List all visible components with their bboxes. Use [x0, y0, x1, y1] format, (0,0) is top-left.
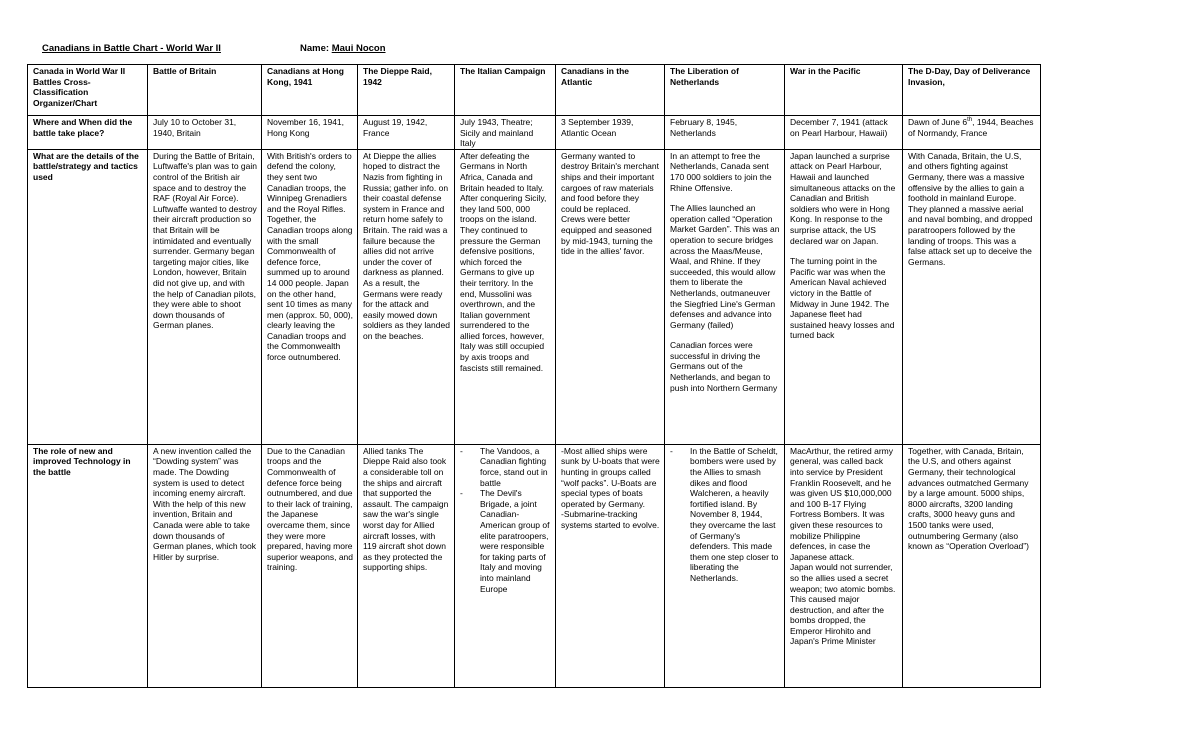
header-netherlands: The Liberation of Netherlands	[665, 65, 785, 116]
header-atlantic: Canadians in the Atlantic	[556, 65, 665, 116]
tech-italian	[455, 444, 556, 687]
when-d-day-sup: th	[967, 117, 973, 124]
header-row	[28, 65, 1041, 116]
when-row	[28, 116, 1041, 150]
details-pacific	[785, 149, 903, 444]
tech-d-day: Together, with Canada, Britain, the U.S, and others against Germany, their technological advances outmatched Germany by a large amount. 5000 ships, 8000 aircrafts, 3200 landing crafts, 3000 heavy guns and 1500 tanks were used, outnumbering Germany (also known as “Operation Overload”)	[903, 444, 1041, 687]
list-item: - In the Battle of Scheldt, bombers were used by the Allies to smash dikes and flood Walcheren, a heavily fortified island. By November 8, 1944, they overcame the last of Germany's defenders. This made them one step closer to liberating the Netherlands.	[670, 446, 780, 584]
details-d-day: With Canada, Britain, the U.S, and others fighting against Germany, there was a massive offensive by the allies to gain a foothold in mainland Europe. They planned a massive aerial and naval bombing, and dropped paratroopers followed by the landing of troops. This was a false attack set up to deceive the Germans.	[903, 149, 1041, 444]
tech-pacific: MacArthur, the retired army general, was called back into service by President Franklin Roosevelt, and he was given US $10,000,000 and 100 B-17 Flying Fortress Bombers. It was given these resources to mobilize Philippine defences, in case the Japanese attack. Japan would not surrender, so the allies used a secret weapon; two atomic bombs. This caused major destruction, and after the bombs dropped, the Emperor Hirohito and Japan's Prime Minister	[785, 444, 903, 687]
tech-britain: A new invention called the “Dowding system” was made. The Dowding system is used to detect incoming enemy aircraft. With the help of this new invention, Britain and Canada were able to take down thousands of German planes, which took Hitler by surprise.	[148, 444, 262, 687]
technology-row	[28, 444, 1041, 687]
when-hong-kong: November 16, 1941, Hong Kong	[262, 116, 358, 150]
when-d-day	[903, 116, 1041, 150]
student-name	[300, 43, 386, 54]
details-hong-kong: With British's orders to defend the colony, they sent two Canadian troops, the Winnipeg Grenadiers and the Royal Rifles. Together, the Canadian troops along with the small Commonwealth of defence force, summed up to around 14 000 people. Japan on the other hand, sent 10 times as many men (approx. 50, 000), clearly leaving the Canadian troops and the Commonwealth force outnumbered.	[262, 149, 358, 444]
name-label: Name:	[300, 43, 330, 54]
details-atlantic: Germany wanted to destroy Britain's merchant ships and their important cargoes of raw materials and food before they could be replaced. Crews were better equipped and seasoned by mid-1943, turning the tide in the allies' favor.	[556, 149, 665, 444]
document-title: Canadians in Battle Chart - World War II	[42, 43, 221, 54]
when-d-day-pre: Dawn of June 6	[908, 117, 968, 127]
header-battle-of-britain: Battle of Britain	[148, 65, 262, 116]
details-dieppe: At Dieppe the allies hoped to distract the Nazis from fighting in Russia; gather info. on their coastal defense system in France and return home safely to Britain. The raid was a failure because the allies did not arrive under the cover of darkness as planned. As a result, the Germans were ready for the attack and easily mowed down soldiers as they landed on the beaches.	[358, 149, 455, 444]
header-pacific: War in the Pacific	[785, 65, 903, 116]
details-pacific-p2: The turning point in the Pacific war was when the American Naval achieved victory in the Battle of Midway in June 1942. The Japanese fleet had sustained heavy losses and turned back	[790, 256, 895, 341]
list-item: - The Vandoos, a Canadian fighting force, stand out in battle	[460, 446, 551, 488]
header-d-day: The D-Day, Day of Deliverance Invasion,	[903, 65, 1041, 116]
header-organizer: Canada in World War II Battles Cross-Classification Organizer/Chart	[28, 65, 148, 116]
details-italian: After defeating the Germans in North Africa, Canada and Britain headed to Italy. After conquering Sicily, they land 500, 000 troops on the island. They continued to pressure the German defensive positions, which forced the Germans to give up their territory. In the end, Mussolini was overthrown, and the Italian government surrendered to the allied forces, however, Italy was still occupied by axis troops and fascists still remained.	[455, 149, 556, 444]
when-pacific: December 7, 1941 (attack on Pearl Harbour, Hawaii)	[785, 116, 903, 150]
row-label-when: Where and When did the battle take place?	[28, 116, 148, 150]
when-d-day-post: , 1944, Beaches of Normandy, France	[908, 117, 1034, 138]
header-hong-kong: Canadians at Hong Kong, 1941	[262, 65, 358, 116]
tech-italian-list	[460, 446, 551, 594]
list-item: - The Devil's Brigade, a joint Canadian-American group of elite paratroopers, were responsible for taking parts of Italy and moving into mainland Europe	[460, 488, 551, 594]
battle-chart-table	[27, 64, 1041, 688]
row-label-technology: The role of new and improved Technology in the battle	[28, 444, 148, 687]
details-netherlands-p1: In an attempt to free the Netherlands, Canada sent 170 000 soldiers to join the Rhine Offensive.	[670, 150, 772, 193]
tech-dieppe: Allied tanks The Dieppe Raid also took a considerable toll on the ships and aircraft that supported the assault. The campaign saw the war's single worst day for Allied aircraft losses, with 119 aircraft shot down as they protected the supporting ships.	[358, 444, 455, 687]
when-atlantic: 3 September 1939, Atlantic Ocean	[556, 116, 665, 150]
details-netherlands	[665, 149, 785, 444]
tech-hong-kong: Due to the Canadian troops and the Commonwealth of defence force being outnumbered, and due to their lack of training, the Japanese overcame them, since they were more prepared, having more superior weapons, and training.	[262, 444, 358, 687]
when-netherlands: February 8, 1945, Netherlands	[665, 116, 785, 150]
details-britain: During the Battle of Britain, Luftwaffe's plan was to gain control of the British air space and to destroy the RAF (Royal Air Force). Luftwaffe wanted to destroy their aircraft production so that Britain will be intimidated and eventually surrender. Germany began targeting major cities, like London, however, Britain did not give up, and with the help of Canadian pilots, they were able to shoot down thousands of German planes.	[148, 149, 262, 444]
details-netherlands-p3: Canadian forces were successful in driving the Germans out of the Netherlands, and began to push into Northern Germany	[670, 340, 778, 393]
tech-atlantic: -Most allied ships were sunk by U-boats that were hunting in groups called “wolf packs”. U-Boats are special types of boats operated by Germany. -Submarine-tracking systems started to evolve.	[556, 444, 665, 687]
header-dieppe-raid: The Dieppe Raid, 1942	[358, 65, 455, 116]
when-dieppe: August 19, 1942, France	[358, 116, 455, 150]
details-row	[28, 149, 1041, 444]
header-italian-campaign: The Italian Campaign	[455, 65, 556, 116]
details-pacific-p1: Japan launched a surprise attack on Pearl Harbour, Hawaii and launched simultaneous attacks on the Canadian and British soldiers who were in Hong Kong. In response to the surprise attack, the US declared war on Japan.	[790, 150, 896, 246]
details-netherlands-p2: The Allies launched an operation called “Operation Market Garden”. This was an operation to secure bridges across the Maas/Meuse, Waal, and Rhine. If they succeeded, this would allow them to liberate the Netherlands, outmaneuver the Siegfried Line's German defenses and advance into Germany (failed)	[670, 203, 780, 330]
name-value: Maui Nocon	[331, 43, 386, 54]
row-label-details: What are the details of the battle/strategy and tactics used	[28, 149, 148, 444]
when-britain: July 10 to October 31, 1940, Britain	[148, 116, 262, 150]
tech-netherlands	[665, 444, 785, 687]
when-italian: July 1943, Theatre; Sicily and mainland Italy	[455, 116, 556, 150]
tech-netherlands-list	[670, 446, 780, 584]
